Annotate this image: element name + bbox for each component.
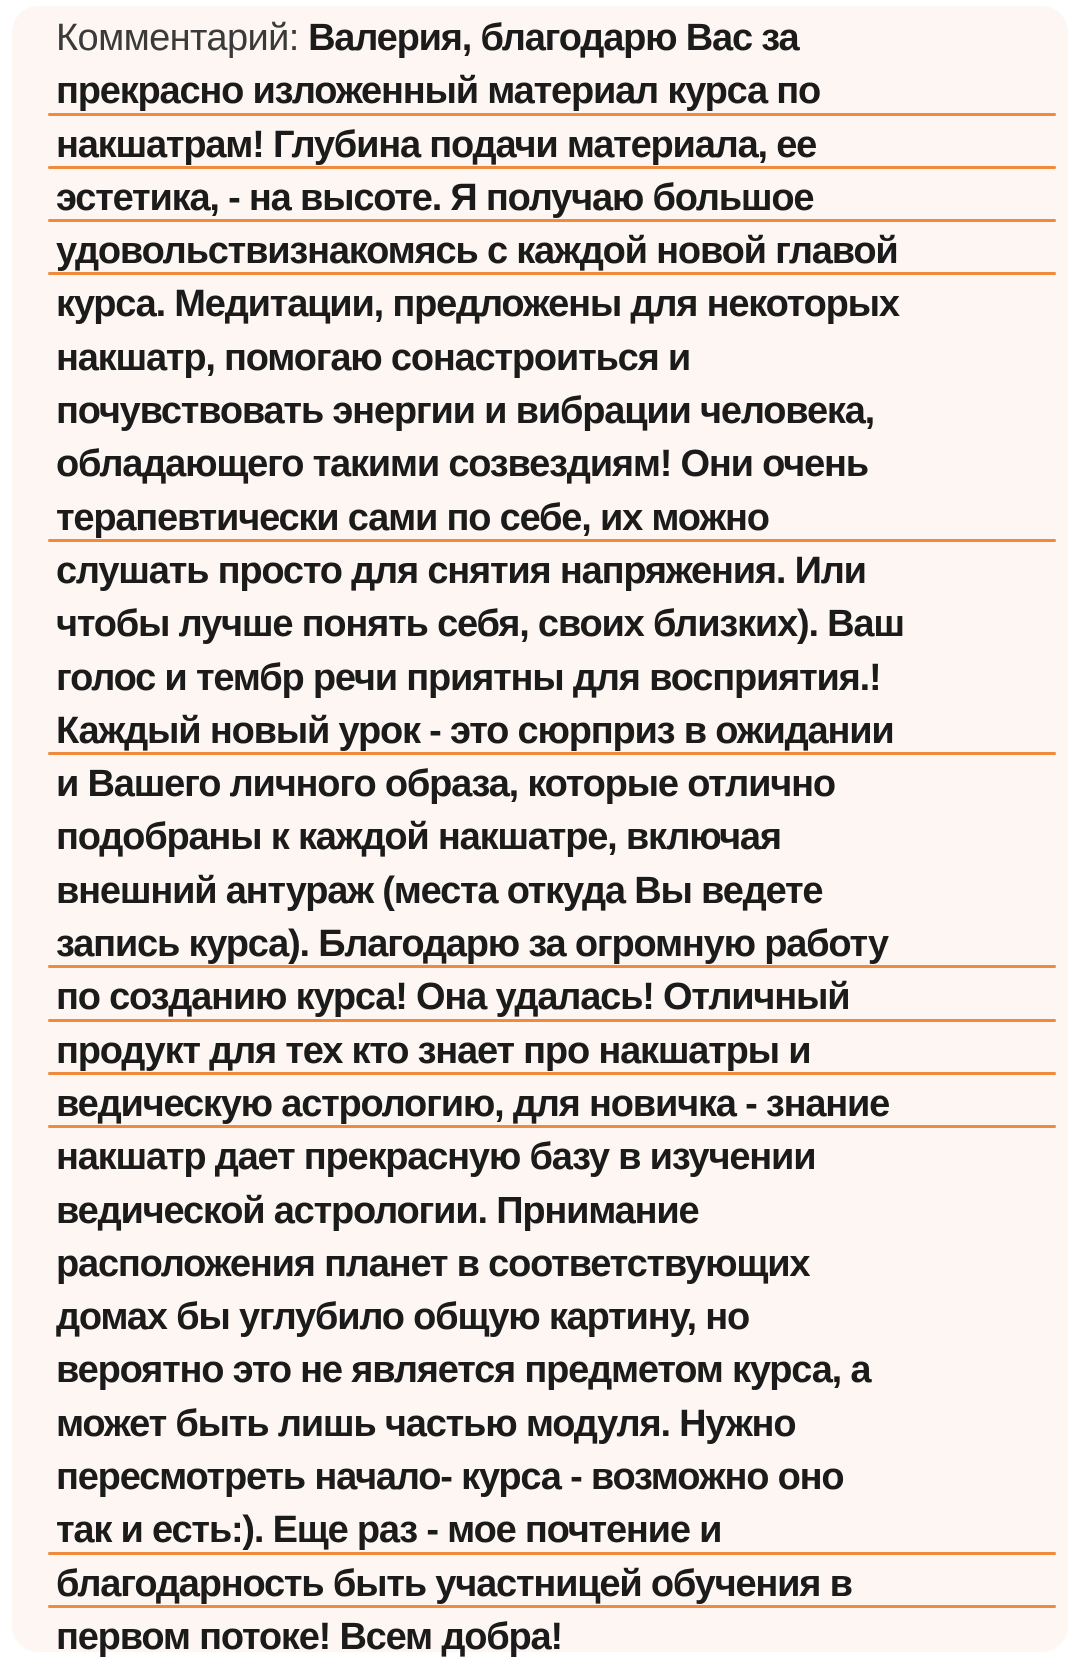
comment-line-6: курса. Медитации, предложены для некоторых [56,283,899,326]
comment-line-4: эстетика, - на высоте. Я получаю большое [56,172,1048,225]
comment-card [12,6,1068,1658]
comment-line-1 [56,12,1048,65]
comment-line-12: чтобы лучше понять себя, своих близких). Ваш [56,603,904,646]
comment-line-2: прекрасно изложенный материал курса по [56,65,1048,118]
comment-line-16: подобраны к каждой накшатре, включая [56,816,781,859]
comment-line-9: обладающего такими созвездиям! Они очень [56,443,868,486]
comment-line-5: удовольствизнакомясь с каждой новой главой [56,225,1048,278]
comment-lines [56,65,1048,1664]
comment-line-1-text: Валерия, благодарю Вас за [308,17,799,59]
comment-line-15: и Вашего личного образа, которые отлично [56,763,835,806]
comment-line-19: по созданию курса! Она удалась! Отличный [56,971,1048,1024]
comment-line-29: так и есть:). Еще раз - мое почтение и [56,1504,1048,1557]
comment-line-14: Каждый новый урок - это сюрприз в ожидании [56,705,1048,758]
comment-line-25: домах бы углубило общую картину, но [56,1296,750,1339]
comment-line-27: может быть лишь частью модуля. Нужно [56,1402,796,1445]
comment-line-10: терапевтически сами по себе, их можно [56,492,1048,545]
comment-line-20: продукт для тех кто знает про накшатры и [56,1025,1048,1078]
comment-line-3: накшатрам! Глубина подачи материала, ее [56,119,1048,172]
comment-line-7: накшатр, помогаю сонастроиться и [56,336,691,379]
comment-line-17: внешний антураж (места откуда Вы ведете [56,869,823,912]
comment-line-22: накшатр дает прекрасную базу в изучении [56,1136,816,1179]
comment-line-28: пересмотреть начало- курса - возможно оно [56,1456,844,1499]
comment-label: Комментарий: [56,17,299,59]
comment-line-21: ведическую астрологию, для новичка - знание [56,1078,1048,1131]
comment-line-30: благодарность быть участницей обучения в [56,1558,1048,1611]
comment-line-31: первом потоке! Всем добра! [56,1615,562,1658]
comment-text [56,12,1048,65]
comment-line-13: голос и тембр речи приятны для восприятия.! [56,656,881,699]
comment-line-23: ведической астрологии. Прнимание [56,1189,699,1232]
comment-line-18: запись курса). Благодарю за огромную работу [56,918,1048,971]
comment-line-8: почувствовать энергии и вибрации человека, [56,390,874,433]
comment-line-26: вероятно это не является предметом курса, а [56,1349,871,1392]
comment-line-24: расположения планет в соответствующих [56,1242,810,1285]
comment-line-11: слушать просто для снятия напряжения. Или [56,549,866,592]
